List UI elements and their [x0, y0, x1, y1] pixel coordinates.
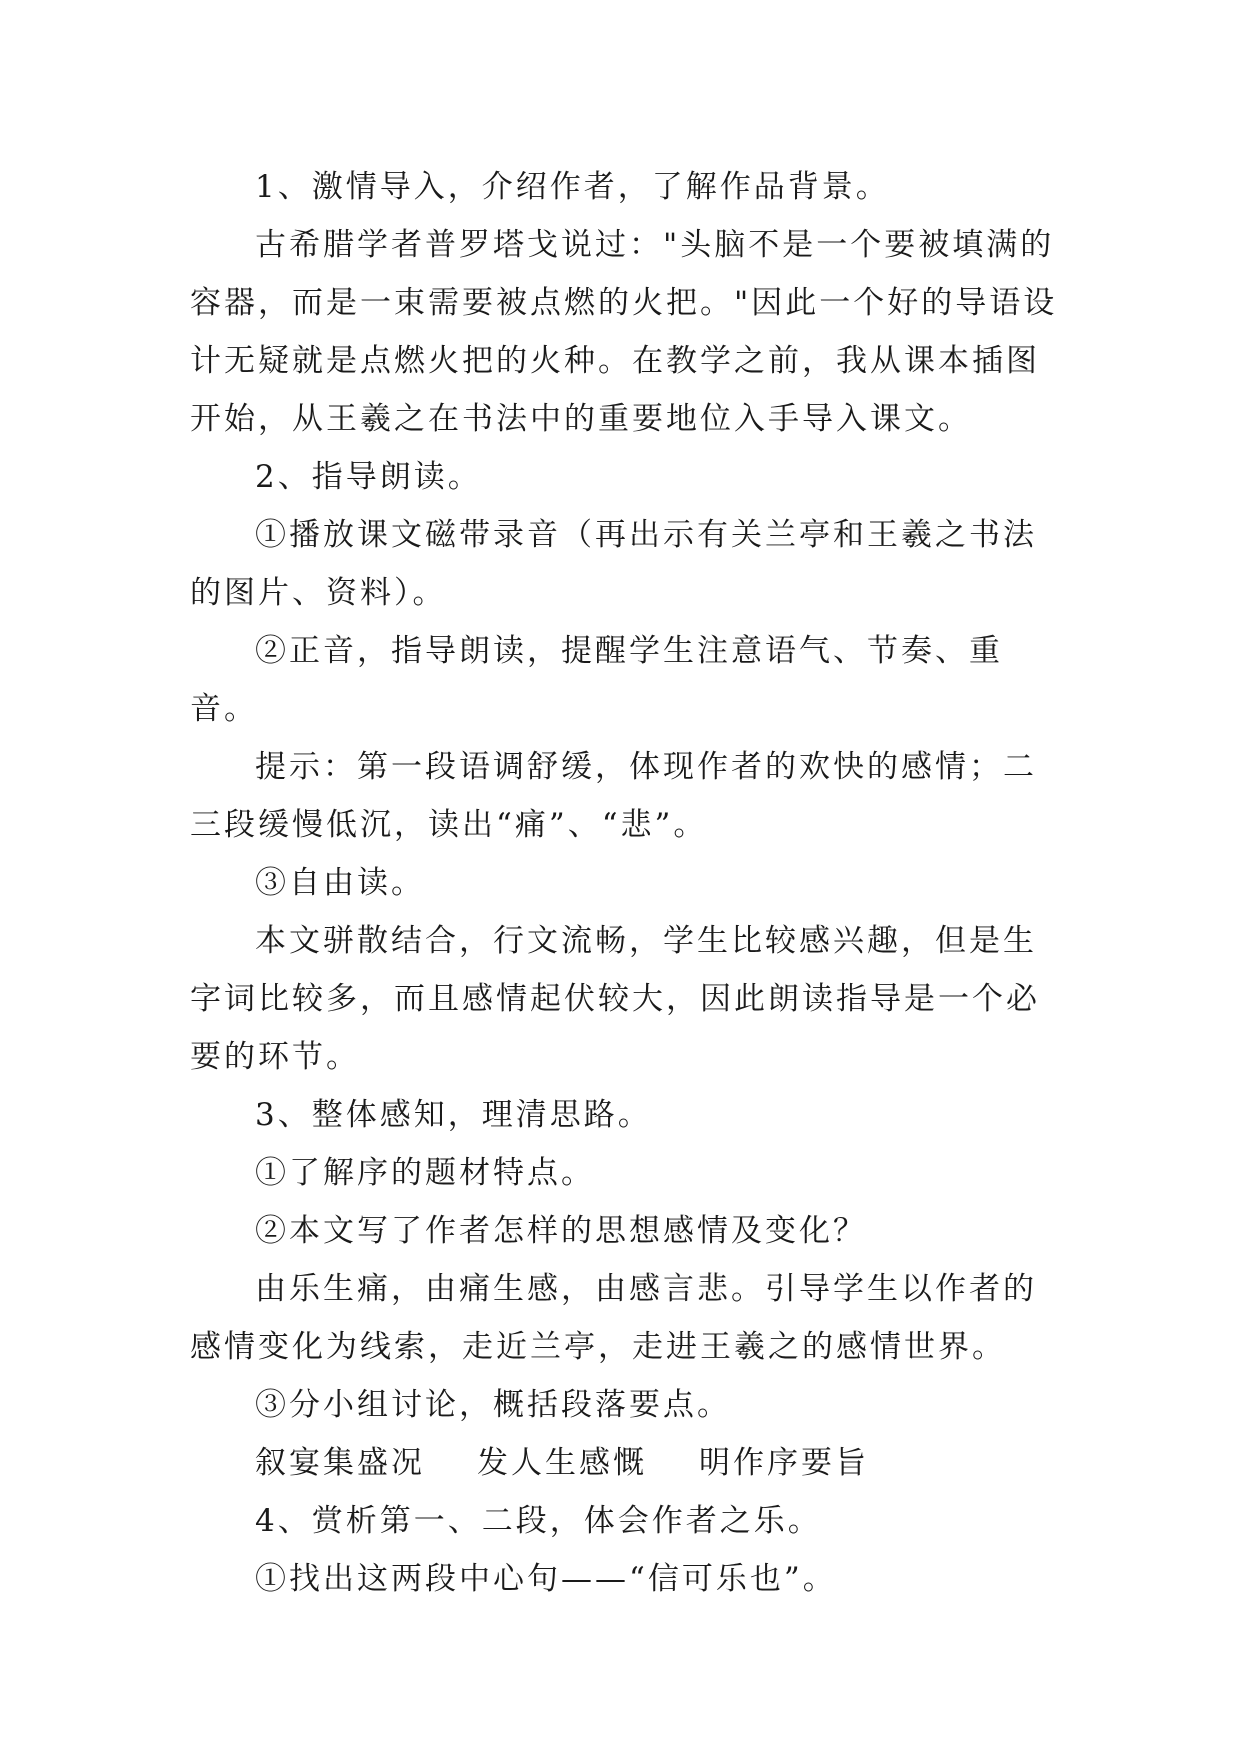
- summary-point: 叙宴集盛况: [255, 1445, 425, 1481]
- paragraph-intro-quote: 古希腊学者普罗塔戈说过："头脑不是一个要被填满的容器，而是一束需要被点燃的火把。"因此一个好的导语设计无疑就是点燃火把的火种。在教学之前，我从课本插图开始，从王羲之在书法中的重要地位入手导入课文。: [190, 227, 1058, 437]
- paragraph-emotion-note: 由乐生痛，由痛生感，由感言悲。引导学生以作者的感情变化为线索，走近兰亭，走进王羲之的感情世界。: [190, 1271, 1037, 1365]
- list-item: ①了解序的题材特点。: [255, 1155, 595, 1191]
- list-item: ③自由读。: [255, 865, 425, 901]
- heading-step-1: 1、激情导入，介绍作者，了解作品背景。: [255, 169, 890, 205]
- list-item: ①找出这两段中心句——“信可乐也”。: [255, 1561, 837, 1597]
- list-item: ②正音，指导朗读，提醒学生注意语气、节奏、重音。: [190, 633, 1003, 727]
- paragraph-reading-note: 本文骈散结合，行文流畅，学生比较感兴趣，但是生字词比较多，而且感情起伏较大，因此朗读指导是一个必要的环节。: [190, 923, 1040, 1075]
- list-item: ①播放课文磁带录音（再出示有关兰亭和王羲之书法的图片、资料）。: [190, 517, 1037, 611]
- summary-row: [190, 1434, 1060, 1492]
- heading-step-2: 2、指导朗读。: [255, 459, 482, 495]
- list-item: ③分小组讨论，概括段落要点。: [255, 1387, 731, 1423]
- summary-point: 发人生感慨: [477, 1445, 647, 1481]
- list-item: ②本文写了作者怎样的思想感情及变化？: [255, 1213, 867, 1249]
- summary-point: 明作序要旨: [699, 1445, 869, 1481]
- heading-step-4: 4、赏析第一、二段，体会作者之乐。: [255, 1503, 822, 1539]
- paragraph-hint: 提示：第一段语调舒缓，体现作者的欢快的感情；二三段缓慢低沉，读出“痛”、“悲”。: [190, 749, 1037, 843]
- heading-step-3: 3、整体感知，理清思路。: [255, 1097, 652, 1133]
- document-body: [190, 158, 1060, 1608]
